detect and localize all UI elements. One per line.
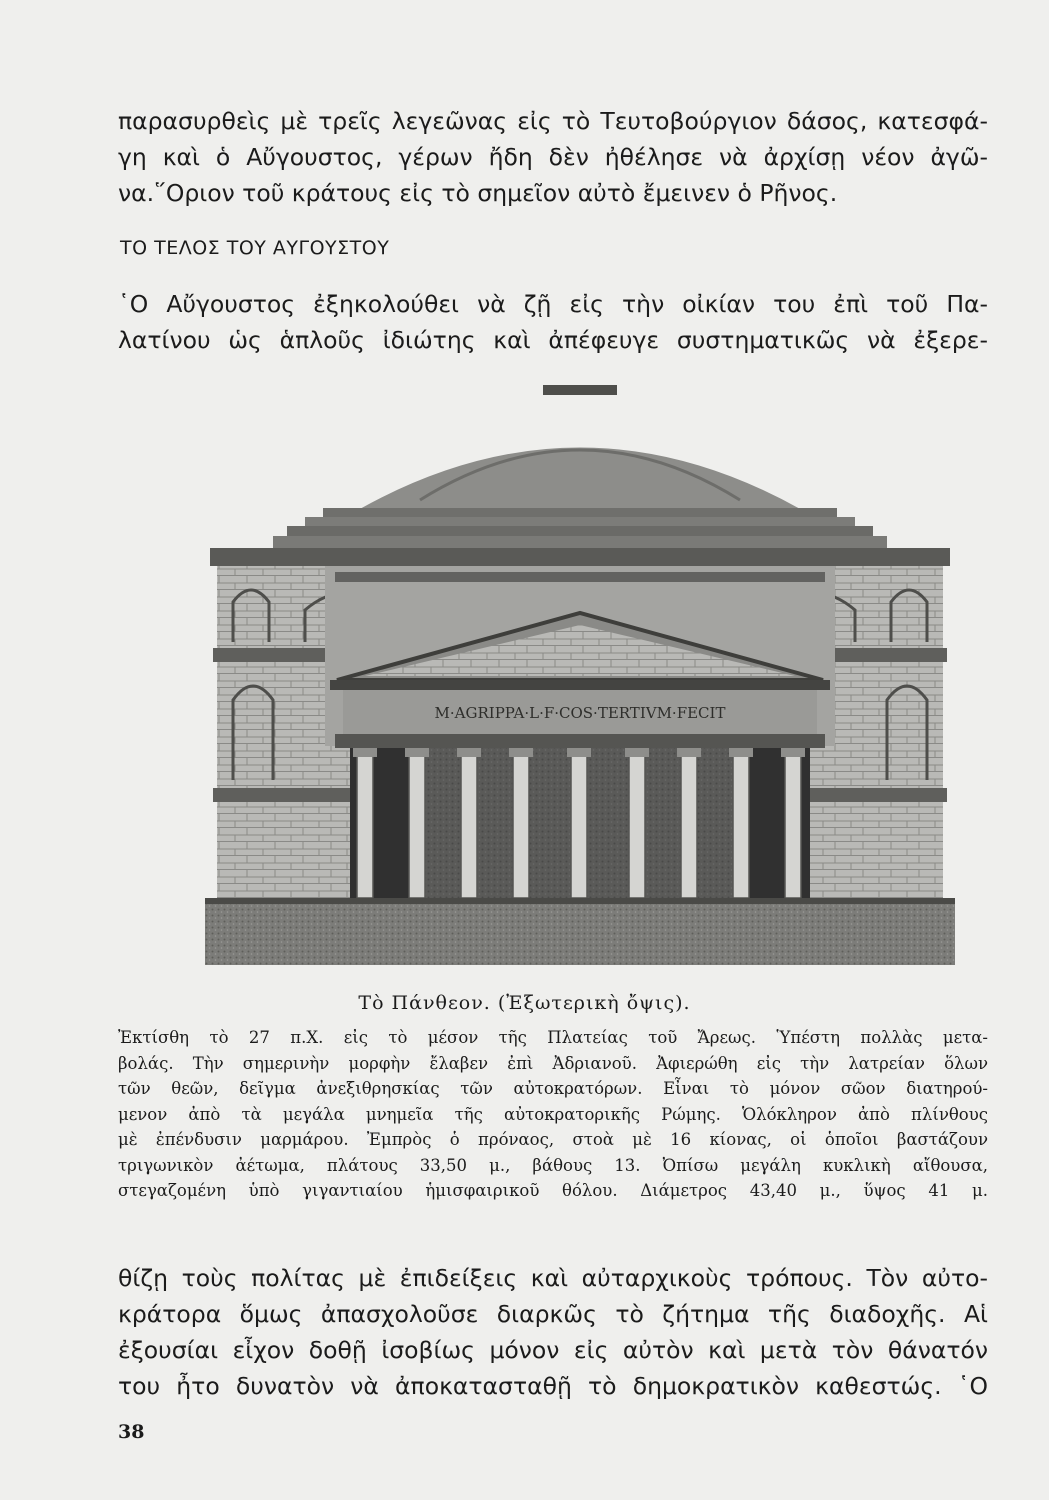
figure-caption-title: Τὸ Πάνθεον. (Ἐξωτερικὴ ὄψις).	[358, 992, 691, 1014]
text-line: γη καὶ ὁ Αὔγουστος, γέρων ἤδη δὲν ἠθέλησε νὰ ἀρχίσῃ νέον ἀγῶ-	[118, 143, 988, 171]
paragraph-middle	[118, 286, 988, 358]
paragraph-top	[118, 103, 988, 211]
caption-line: Ἐκτίσθη τὸ 27 π.Χ. εἰς τὸ μέσον τῆς Πλατείας τοῦ Ἄρεως. Ὑπέστη πολλὰς μετα-	[118, 1028, 988, 1047]
figure-caption-body	[118, 1025, 988, 1204]
text-line: να.῞Οριον τοῦ κράτους εἰς τὸ σημεῖον αὐτὸ ἔμεινεν ὁ Ρῆνος.	[118, 179, 838, 207]
text-line: θίζῃ τοὺς πολίτας μὲ ἐπιδείξεις καὶ αὐταρχικοὺς τρόπους. Τὸν αὐτο-	[118, 1264, 988, 1292]
text-line: παρασυρθεὶς μὲ τρεῖς λεγεῶνας εἰς τὸ Τευτοβούργιον δάσος, κατεσφά-	[118, 107, 988, 135]
text-line: του ἦτο δυνατὸν νὰ ἀποκατασταθῇ τὸ δημοκρατικὸν καθεστώς. ῾Ο	[118, 1372, 988, 1400]
text-line: ἐξουσίαι εἶχον δοθῇ ἰσοβίως μόνον εἰς αὐτὸν καὶ μετὰ τὸν θάνατόν	[118, 1336, 988, 1364]
portico-inscription: M·AGRIPPA·L·F·COS·TERTIVM·FECIT	[434, 704, 726, 722]
section-heading: ΤΟ ΤΕΛΟΣ ΤΟΥ ΑΥΓΟΥΣΤΟΥ	[120, 237, 390, 259]
paragraph-bottom	[118, 1260, 988, 1404]
caption-line: μενον ἀπὸ τὰ μεγάλα μνημεῖα τῆς αὐτοκρατορικῆς Ρώμης. Ὁλόκληρον ἀπὸ πλίνθους	[118, 1104, 988, 1124]
caption-line: βολάς. Τὴν σημερινὴν μορφὴν ἔλαβεν ἐπὶ Ἀδριανοῦ. Ἀφιερώθη εἰς τὴν λατρείαν ὅλων	[118, 1053, 988, 1073]
text-line: κράτορα ὅμως ἀπασχολοῦσε διαρκῶς τὸ ζήτημα τῆς διαδοχῆς. Αἱ	[118, 1300, 988, 1328]
caption-line: τριγωνικὸν ἀέτωμα, πλάτους 33,50 μ., βάθους 13. Ὀπίσω μεγάλη κυκλικὴ αἴθουσα,	[118, 1155, 988, 1175]
caption-line: τῶν θεῶν, δεῖγμα ἀνεξιθρησκίας τῶν αὐτοκρατόρων. Εἶναι τὸ μόνον σῶον διατηρού-	[118, 1079, 988, 1098]
text-line: λατίνου ὡς ἁπλοῦς ἰδιώτης καὶ ἀπέφευγε συστηματικῶς νὰ ἐξερε-	[118, 326, 988, 354]
page-number: 38	[118, 1421, 145, 1443]
caption-line: μὲ ἐπένδυσιν μαρμάρου. Ἐμπρὸς ὁ πρόναος, στοὰ μὲ 16 κίονας, οἱ ὁποῖοι βαστάζουν	[118, 1130, 988, 1149]
text-line: ῾Ο Αὔγουστος ἐξηκολούθει νὰ ζῇ εἰς τὴν οἰκίαν του ἐπὶ τοῦ Πα-	[118, 290, 988, 318]
caption-line: στεγαζομένη ὑπὸ γιγαντιαίου ἡμισφαιρικοῦ θόλου. Διάμετρος 43,40 μ., ὕψος 41 μ.	[118, 1181, 988, 1200]
pantheon-illustration	[205, 380, 955, 965]
